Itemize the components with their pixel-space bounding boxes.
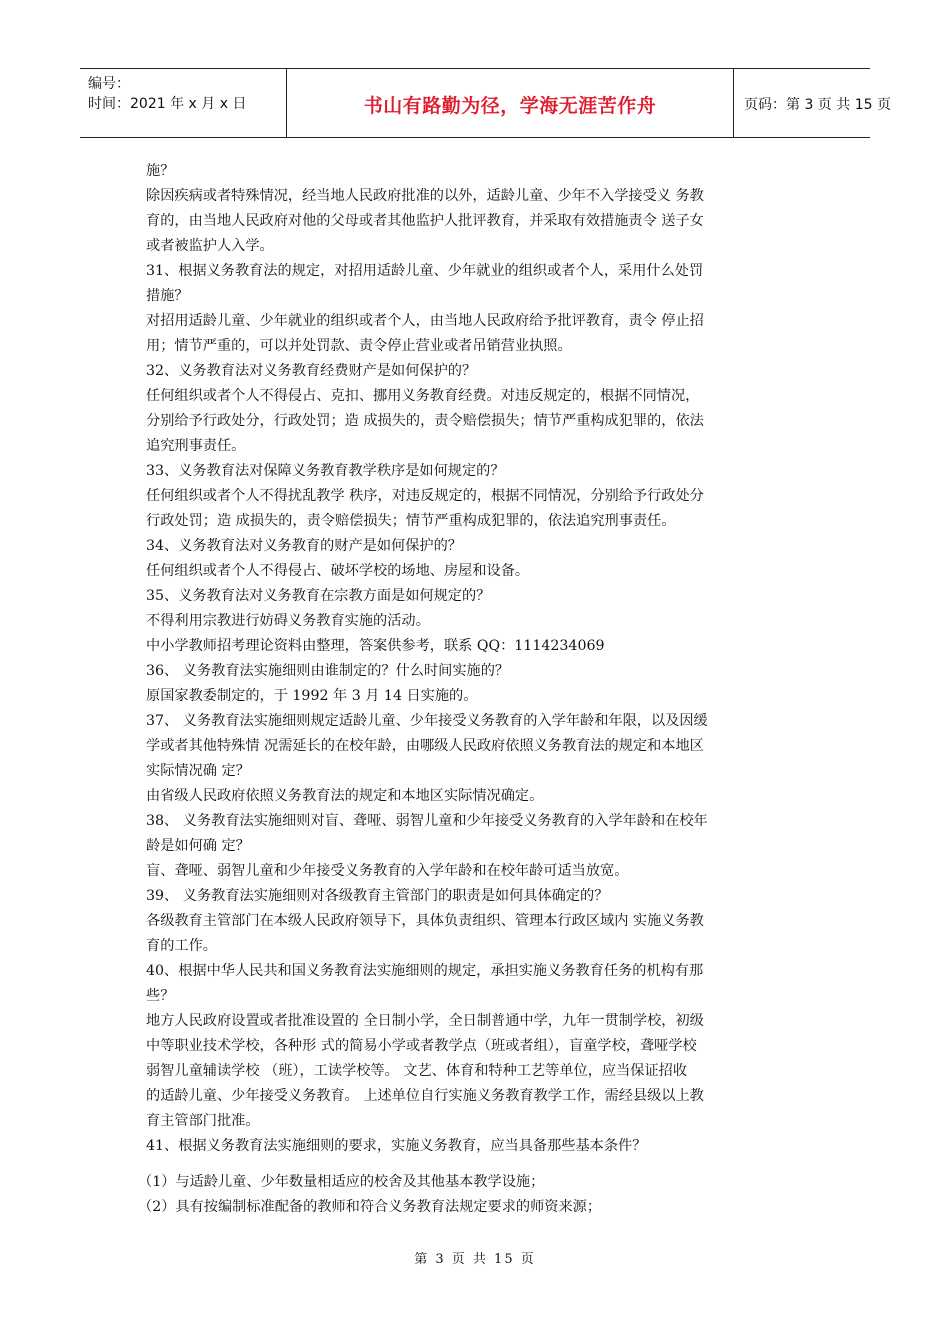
paragraph-gap — [146, 1159, 810, 1170]
text-line: 学或者其他特殊情 况需延长的在校年龄，由哪级人民政府依照义务教育法的规定和本地区 — [146, 738, 704, 754]
text-line: 35、义务教育法对义务教育在宗教方面是如何规定的？ — [146, 588, 491, 604]
text-line: 育的工作。 — [146, 938, 217, 954]
page-header — [80, 68, 891, 138]
document-body — [138, 159, 810, 1220]
text-line: 除因疾病或者特殊情况，经当地人民政府批准的以外，适龄儿童、少年不入学接受义 务教 — [146, 188, 704, 204]
text-line: 地方人民政府设置或者批准设置的 全日制小学，全日制普通中学，九年一贯制学校，初级 — [146, 1013, 704, 1029]
header-motto-cell — [286, 69, 734, 137]
text-line: 盲、聋哑、弱智儿童和少年接受义务教育的入学年龄和在校年龄可适当放宽。 — [146, 863, 629, 879]
text-line: 由省级人民政府依照义务教育法的规定和本地区实际情况确定。 — [146, 788, 544, 804]
text-line: 分别给予行政处分，行政处罚；造 成损失的，责令赔偿损失；情节严重构成犯罪的，依法 — [146, 413, 704, 429]
text-line: 37、 义务教育法实施细则规定适龄儿童、少年接受义务教育的入学年龄和年限，以及因缓 — [146, 713, 708, 729]
header-meta-cell — [80, 69, 286, 137]
text-line: 39、 义务教育法实施细则对各级教育主管部门的职责是如何具体确定的？ — [146, 888, 609, 904]
text-line: 36、 义务教育法实施细则由谁制定的？什么时间实施的？ — [146, 663, 510, 679]
text-line: 龄是如何确 定？ — [146, 838, 250, 854]
text-line: 或者被监护人入学。 — [146, 238, 274, 254]
text-line: 原国家教委制定的，于 1992 年 3 月 14 日实施的。 — [146, 688, 478, 704]
text-line: 32、义务教育法对义务教育经费财产是如何保护的？ — [146, 363, 477, 379]
text-line: 育的，由当地人民政府对他的父母或者其他监护人批评教育，并采取有效措施责令 送子女 — [146, 213, 704, 229]
text-line: 施？ — [146, 163, 175, 179]
text-line: 实际情况确 定？ — [146, 763, 250, 779]
text-line: 措施？ — [146, 288, 189, 304]
text-line: 行政处罚；造 成损失的，责令赔偿损失；情节严重构成犯罪的，依法追究刑事责任。 — [146, 513, 676, 529]
page-footer: 第 3 页 共 15 页 — [414, 1252, 536, 1267]
text-line: 的适龄儿童、少年接受义务教育。 上述单位自行实施义务教育教学工作，需经县级以上教 — [146, 1088, 704, 1104]
text-line: 对招用适龄儿童、少年就业的组织或者个人，由当地人民政府给予批评教育，责令 停止招 — [146, 313, 704, 329]
text-line: 些？ — [146, 988, 175, 1004]
text-line: 任何组织或者个人不得侵占、破坏学校的场地、房屋和设备。 — [146, 563, 530, 579]
text-line: 不得利用宗教进行妨碍义务教育实施的活动。 — [146, 613, 430, 629]
text-line: 各级教育主管部门在本级人民政府领导下，具体负责组织、管理本行政区域内 实施义务教 — [146, 913, 704, 929]
text-line: 任何组织或者个人不得侵占、克扣、挪用义务教育经费。对违反规定的，根据不同情况， — [146, 388, 700, 404]
text-line: 中等职业技术学校，各种形 式的简易小学或者教学点（班或者组），盲童学校，聋哑学校 — [146, 1038, 697, 1054]
text-line: 38、 义务教育法实施细则对盲、聋哑、弱智儿童和少年接受义务教育的入学年龄和在校年 — [146, 813, 708, 829]
text-line: 40、根据中华人民共和国义务教育法实施细则的规定，承担实施义务教育任务的机构有那 — [146, 963, 704, 979]
list-item: （2）具有按编制标准配备的教师和符合义务教育法规定要求的师资来源； — [138, 1199, 602, 1215]
header-page-code: 页码：第 3 页 共 15 页 — [744, 97, 891, 113]
document-time-label: 时间：2021 年 x 月 x 日 — [88, 96, 247, 112]
text-line: 任何组织或者个人不得扰乱教学 秩序，对违反规定的，根据不同情况，分别给予行政处分 — [146, 488, 704, 504]
list-item: （1）与适龄儿童、少年数量相适应的校舍及其他基本教学设施； — [138, 1174, 545, 1190]
document-number-label: 编号： — [88, 76, 130, 92]
text-line: 33、义务教育法对保障义务教育教学秩序是如何规定的？ — [146, 463, 505, 479]
text-line: 41、根据义务教育法实施细则的要求，实施义务教育，应当具备那些基本条件？ — [146, 1138, 647, 1154]
header-page-cell — [732, 69, 891, 137]
text-line: 追究刑事责任。 — [146, 438, 246, 454]
header-motto: 书山有路勤为径，学海无涯苦作舟 — [363, 95, 657, 117]
text-line: 中小学教师招考理论资料由整理，答案供参考，联系 QQ：1114234069 — [146, 638, 605, 654]
text-line: 31、根据义务教育法的规定，对招用适龄儿童、少年就业的组织或者个人，采用什么处罚 — [146, 263, 704, 279]
text-line: 用；情节严重的，可以并处罚款、责令停止营业或者吊销营业执照。 — [146, 338, 572, 354]
text-line: 弱智儿童辅读学校 （班），工读学校等。 文艺、体育和特种工艺等单位，应当保证招收 — [146, 1063, 688, 1079]
text-line: 34、义务教育法对义务教育的财产是如何保护的？ — [146, 538, 462, 554]
text-line: 育主管部门批准。 — [146, 1113, 260, 1129]
